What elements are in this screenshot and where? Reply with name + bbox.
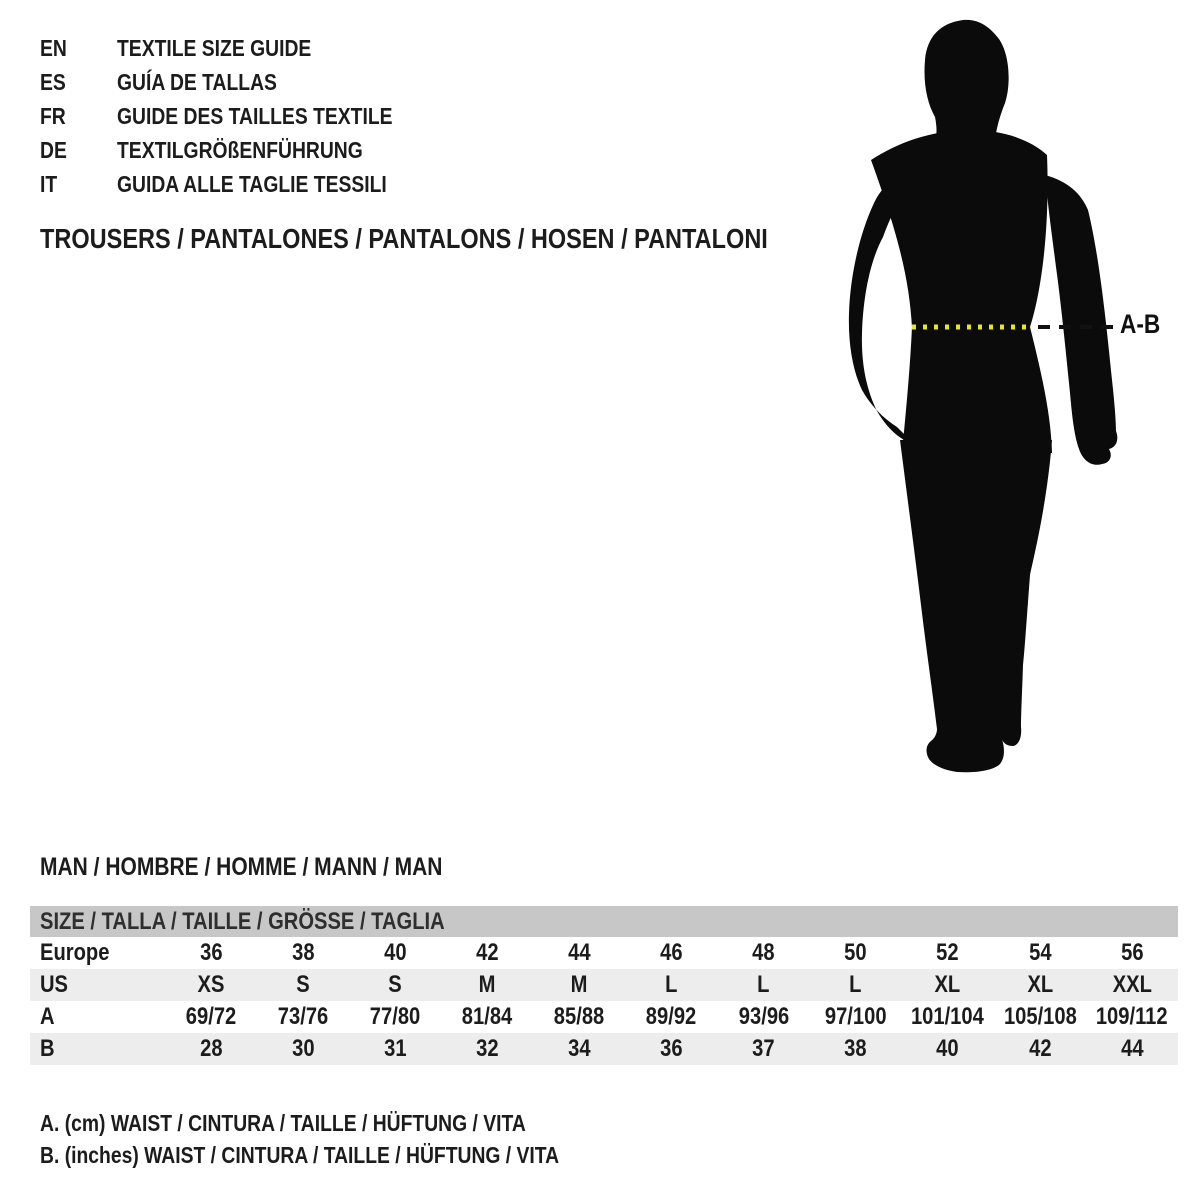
table-cell: 44 (1120, 1035, 1144, 1062)
measure-label: A-B (1120, 309, 1161, 339)
table-cell: 109/112 (1096, 1003, 1168, 1030)
language-code: IT (40, 171, 58, 197)
silhouette-right-arm (1045, 175, 1117, 465)
table-cell: 36 (660, 1035, 683, 1062)
section-heading: MAN / HOMBRE / HOMME / MANN / MAN (40, 853, 443, 881)
table-cell: S (296, 971, 310, 998)
table-cell: 48 (752, 939, 775, 966)
table-cell: 46 (660, 939, 683, 966)
man-silhouette-figure (845, 15, 1175, 790)
silhouette-head (924, 20, 1008, 141)
table-cell: 93/96 (738, 1003, 789, 1030)
table-cell: 52 (936, 939, 960, 966)
table-cell: 89/92 (646, 1003, 697, 1030)
table-cell: 38 (844, 1035, 867, 1062)
table-cell: 40 (384, 939, 407, 966)
table-cell: 42 (476, 939, 499, 966)
row-label: B (40, 1035, 55, 1062)
language-list (40, 31, 445, 201)
table-cell: 30 (291, 1035, 315, 1062)
table-cell: 77/80 (370, 1003, 421, 1030)
table-cell: 42 (1028, 1035, 1052, 1062)
table-cell: XXL (1112, 971, 1152, 998)
table-cell: 54 (1028, 939, 1052, 966)
table-cell: 105/108 (1003, 1003, 1077, 1030)
language-title: TEXTILGRÖßENFÜHRUNG (117, 137, 363, 163)
size-table (30, 906, 1178, 1065)
table-cell: 31 (384, 1035, 407, 1062)
table-cell: 40 (936, 1035, 960, 1062)
row-label: A (40, 1003, 55, 1030)
language-code: EN (40, 35, 67, 61)
table-cell: L (665, 971, 678, 998)
table-row-b-inches (30, 1033, 1178, 1065)
table-cell: L (757, 971, 770, 998)
language-title: GUIDE DES TAILLES TEXTILE (117, 103, 393, 129)
table-cell: 38 (291, 939, 315, 966)
table-row-us (30, 969, 1178, 1001)
table-cell: 101/104 (911, 1003, 985, 1030)
table-cell: 56 (1120, 939, 1144, 966)
language-row (40, 31, 445, 65)
language-code: DE (40, 137, 67, 163)
table-cell: XL (934, 971, 961, 998)
row-label: Europe (40, 939, 110, 966)
size-table-header: SIZE / TALLA / TAILLE / GRÖSSE / TAGLIA (30, 906, 1178, 937)
table-cell: 69/72 (185, 1003, 237, 1030)
table-cell: 97/100 (824, 1003, 887, 1030)
measurement-notes (40, 1107, 658, 1171)
language-title: GUIDA ALLE TAGLIE TESSILI (117, 171, 387, 197)
silhouette-legs (900, 440, 1052, 772)
table-cell: 36 (199, 939, 223, 966)
language-row (40, 65, 445, 99)
note-a: A. (cm) WAIST / CINTURA / TAILLE / HÜFTUNG / VITA (40, 1110, 526, 1136)
table-cell: XS (197, 971, 225, 998)
note-b: B. (inches) WAIST / CINTURA / TAILLE / HÜFTUNG / VITA (40, 1142, 560, 1168)
language-code: ES (40, 69, 66, 95)
man-silhouette (845, 15, 1175, 790)
table-cell: 28 (199, 1035, 223, 1062)
table-cell: 44 (568, 939, 591, 966)
table-cell: M (478, 971, 496, 998)
table-cell: 85/88 (554, 1003, 605, 1030)
language-row (40, 133, 445, 167)
table-cell: 73/76 (277, 1003, 329, 1030)
table-row-a-cm (30, 1001, 1178, 1033)
language-title: GUÍA DE TALLAS (117, 69, 277, 95)
language-row (40, 167, 445, 201)
table-cell: 81/84 (462, 1003, 513, 1030)
language-title: TEXTILE SIZE GUIDE (117, 35, 312, 61)
table-cell: M (571, 971, 588, 998)
table-cell: 34 (568, 1035, 591, 1062)
row-label: US (40, 971, 69, 998)
table-cell: 50 (844, 939, 867, 966)
table-cell: 32 (476, 1035, 499, 1062)
table-cell: L (849, 971, 862, 998)
table-row-europe (30, 937, 1178, 969)
table-cell: 37 (752, 1035, 775, 1062)
product-heading: TROUSERS / PANTALONES / PANTALONS / HOSEN / PANTALONI (40, 223, 768, 254)
language-row (40, 99, 445, 133)
table-cell: S (388, 971, 402, 998)
language-code: FR (40, 103, 66, 129)
table-cell: XL (1027, 971, 1053, 998)
